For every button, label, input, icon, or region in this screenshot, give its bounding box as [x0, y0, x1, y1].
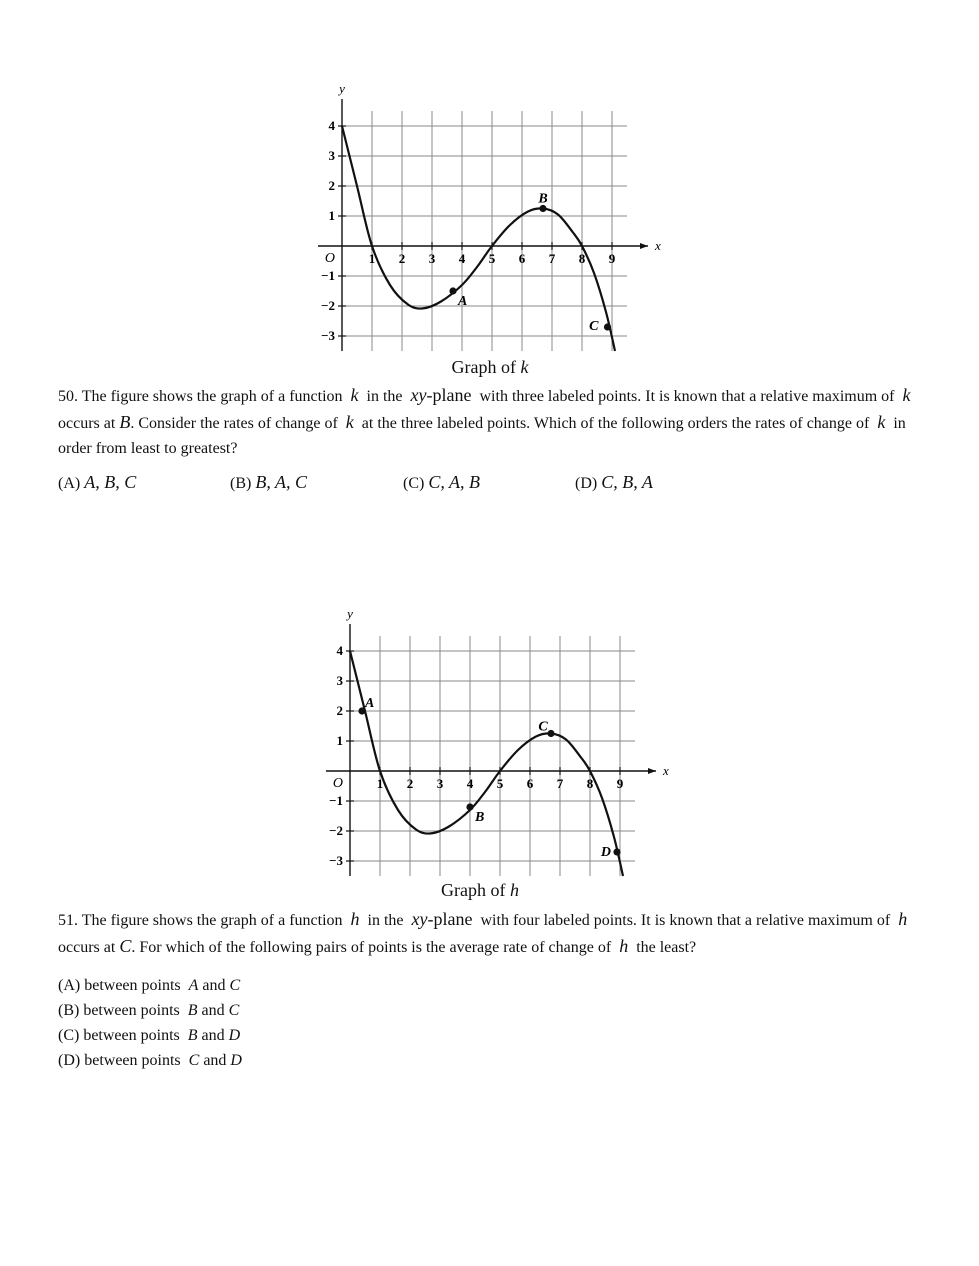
graph-h-x-arrow — [648, 768, 656, 774]
graph-h-x-axis-label: x — [663, 763, 669, 778]
graph-h-point-d — [613, 848, 620, 855]
graph-h-caption: Graph of h — [441, 880, 519, 900]
graph-h-x-tick-label: 3 — [436, 776, 444, 791]
graph-k-svg — [300, 81, 670, 360]
graph-k-point-c — [604, 323, 611, 330]
choice-51-b[interactable]: (B) between points B and C — [58, 1002, 240, 1019]
graph-k-y-tick-label: 3 — [328, 148, 335, 163]
choice-50-b[interactable]: (B) B, A, C — [230, 472, 307, 492]
choice-51-a[interactable]: (A) between points A and C — [58, 977, 241, 994]
graph-k-origin-label: O — [324, 251, 335, 266]
graph-k-y-tick-label: 1 — [328, 208, 335, 223]
graph-k-x-tick-label: 6 — [518, 251, 526, 266]
graph-h-point-label-c: C — [538, 719, 548, 735]
graph-k-x-arrow — [640, 243, 648, 249]
graph-k-y-tick-label: 2 — [328, 178, 335, 193]
graph-k-x-tick-label: 5 — [488, 251, 496, 266]
graph-h-y-tick-label: 2 — [336, 703, 343, 718]
graph-h-x-tick-label: 5 — [496, 776, 504, 791]
graph-h — [308, 606, 678, 885]
graph-h-x-tick-label: 2 — [406, 776, 414, 791]
graph-h-svg — [308, 606, 678, 885]
graph-k — [300, 81, 670, 360]
choice-50-a[interactable]: (A) A, B, C — [58, 472, 137, 492]
graph-h-point-label-a: A — [365, 696, 375, 711]
graph-h-y-tick-label: 3 — [336, 673, 343, 688]
graph-k-point-label-b: B — [538, 191, 548, 207]
graph-h-point-label-d: D — [600, 845, 611, 860]
graph-h-y-tick-label: −3 — [329, 853, 343, 868]
graph-h-x-tick-label: 9 — [616, 776, 624, 791]
graph-h-x-tick-label: 7 — [556, 776, 564, 791]
graph-k-x-tick-label: 8 — [578, 251, 586, 266]
graph-h-point-c — [547, 730, 554, 737]
graph-h-point-b — [466, 803, 473, 810]
graph-k-y-axis-label: y — [339, 81, 345, 96]
choice-50-d[interactable]: (D) C, B, A — [575, 472, 653, 492]
graph-k-caption: Graph of k — [451, 357, 529, 377]
graph-k-x-axis-label: x — [655, 238, 661, 253]
graph-h-x-tick-label: 1 — [376, 776, 384, 791]
graph-h-y-tick-label: −2 — [329, 823, 343, 838]
question-50-text: 50. The figure shows the graph of a function k in the xy-plane with three labeled points. It is known that a relative maximum of k occurs at B. Consider the rates of change of k at the three labeled points. Which of the following orders the rates of change of k in order from least to greatest? — [58, 385, 911, 457]
graph-h-curve — [350, 651, 623, 876]
graph-k-point-a — [449, 287, 456, 294]
graph-k-x-tick-label: 1 — [368, 251, 376, 266]
choice-51-c[interactable]: (C) between points B and D — [58, 1027, 241, 1044]
graph-h-x-tick-label: 6 — [526, 776, 534, 791]
graph-h-point-label-b: B — [475, 810, 485, 825]
graph-h-x-tick-label: 8 — [586, 776, 594, 791]
graph-h-y-tick-label: 1 — [336, 733, 343, 748]
graph-k-x-tick-label: 2 — [398, 251, 406, 266]
graph-k-x-tick-label: 3 — [428, 251, 436, 266]
question-51-text: 51. The figure shows the graph of a function h in the xy-plane with four labeled points. It is known that a relative maximum of h occurs at C. For which of the following pairs of points is the average rate of change of h the least? — [58, 909, 908, 956]
graph-k-y-tick-label: −3 — [321, 328, 335, 343]
graph-k-x-tick-label: 4 — [458, 251, 466, 266]
graph-k-point-label-a: A — [458, 294, 468, 309]
graph-k-x-tick-label: 9 — [608, 251, 616, 266]
graph-k-y-tick-label: −2 — [321, 298, 335, 313]
graph-h-y-tick-label: 4 — [336, 643, 343, 658]
graph-k-y-tick-label: −1 — [321, 268, 335, 283]
graph-h-origin-label: O — [332, 776, 343, 791]
graph-k-curve — [342, 126, 615, 351]
graph-h-y-axis-label: y — [347, 606, 353, 621]
graph-h-x-tick-label: 4 — [466, 776, 474, 791]
choice-50-c[interactable]: (C) C, A, B — [403, 472, 480, 492]
graph-k-x-tick-label: 7 — [548, 251, 556, 266]
question-51-choices — [58, 973, 242, 1073]
graph-k-point-label-c: C — [589, 319, 599, 334]
graph-k-y-tick-label: 4 — [328, 118, 335, 133]
graph-h-y-tick-label: −1 — [329, 793, 343, 808]
choice-51-d[interactable]: (D) between points C and D — [58, 1052, 242, 1069]
